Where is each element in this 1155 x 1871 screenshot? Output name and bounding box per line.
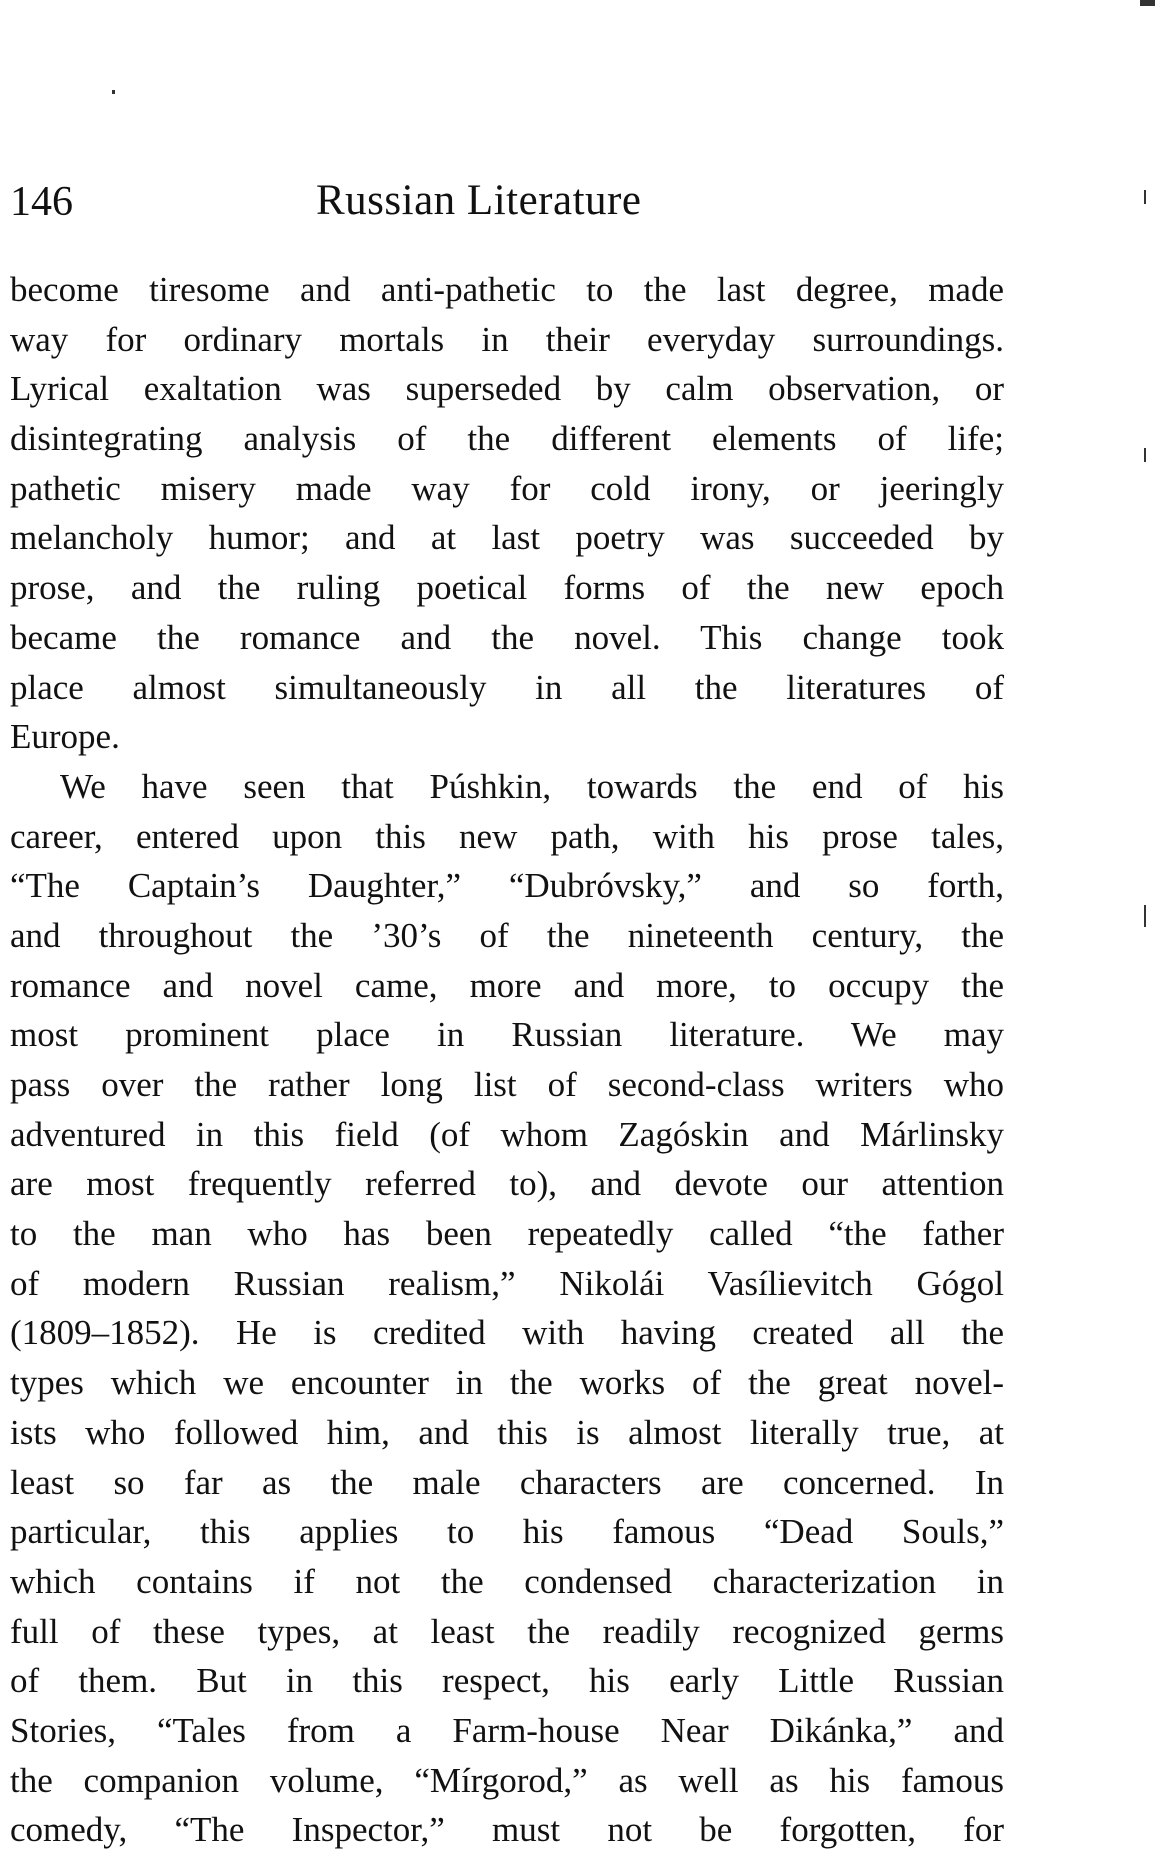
text-line: melancholy humor; and at last poetry was succeeded by <box>10 518 1004 558</box>
text-line: prose, and the ruling poetical forms of the new epoch <box>10 568 1004 608</box>
scan-mark <box>112 90 115 94</box>
text-line: adventured in this field (of whom Zagóskin and Márlinsky <box>10 1114 1004 1154</box>
scan-mark <box>1144 448 1146 462</box>
text-line: Stories, “Tales from a Farm-house Near Dikánka,” and <box>10 1710 1004 1750</box>
text-line: become tiresome and anti-pathetic to the last degree, made <box>10 270 1004 309</box>
text-line: Lyrical exaltation was superseded by calm observation, or <box>10 369 1004 409</box>
text-line: comedy, “The Inspector,” must not be forgotten, for <box>10 1810 1004 1850</box>
text-line: and throughout the ’30’s of the nineteenth century, the <box>10 915 1004 955</box>
text-line: “The Captain’s Daughter,” “Dubróvsky,” and so forth, <box>10 866 1004 906</box>
text-line: We have seen that Púshkin, towards the end of his <box>60 766 1004 806</box>
page-number: 146 <box>10 179 73 225</box>
text-line: Europe. <box>10 717 120 757</box>
text-line: pathetic misery made way for cold irony, or jeeringly <box>10 468 1004 508</box>
body-text <box>10 268 1004 1858</box>
text-line: of them. But in this respect, his early Little Russian <box>10 1661 1004 1701</box>
text-line: (1809–1852). He is credited with having created all the <box>10 1313 1004 1353</box>
text-line: pass over the rather long list of second-class writers who <box>10 1065 1004 1104</box>
text-line: became the romance and the novel. This change took <box>10 617 1004 657</box>
text-line: disintegrating analysis of the different elements of life; <box>10 419 1004 459</box>
text-line: particular, this applies to his famous “Dead Souls,” <box>10 1512 1004 1552</box>
text-line: full of these types, at least the readily recognized germs <box>10 1611 1004 1651</box>
scan-mark <box>1144 190 1146 204</box>
text-line: way for ordinary mortals in their everyday surroundings. <box>10 319 1004 359</box>
text-line: career, entered upon this new path, with his prose tales, <box>10 816 1004 856</box>
text-line: are most frequently referred to), and devote our attention <box>10 1164 1004 1204</box>
text-line: ists who followed him, and this is almost literally true, at <box>10 1412 1004 1452</box>
text-line: to the man who has been repeatedly called “the father <box>10 1214 1004 1254</box>
text-line: place almost simultaneously in all the literatures of <box>10 667 1004 707</box>
text-line: most prominent place in Russian literature. We may <box>10 1015 1004 1055</box>
scan-mark <box>1144 905 1146 927</box>
text-line: types which we encounter in the works of the great novel- <box>10 1363 1004 1403</box>
text-line: romance and novel came, more and more, to occupy the <box>10 965 1004 1005</box>
text-line: least so far as the male characters are concerned. In <box>10 1462 1004 1502</box>
text-line: of modern Russian realism,” Nikolái Vasílievitch Gógol <box>10 1263 1004 1303</box>
scan-mark <box>1140 0 1155 6</box>
text-line: which contains if not the condensed characterization in <box>10 1561 1004 1601</box>
text-line: the companion volume, “Mírgorod,” as well as his famous <box>10 1760 1004 1800</box>
running-title: Russian Literature <box>316 177 642 224</box>
